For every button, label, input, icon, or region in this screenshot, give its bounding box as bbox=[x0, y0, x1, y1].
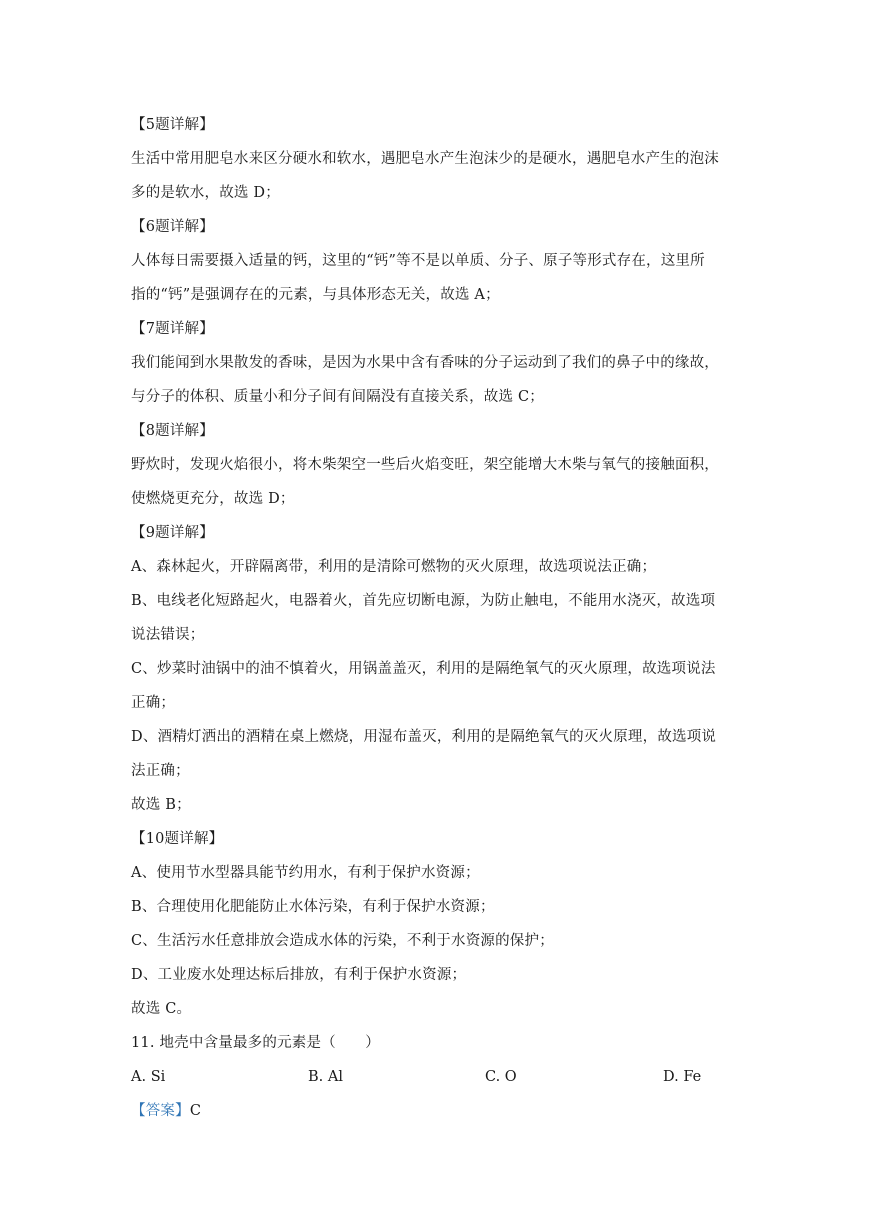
text-line: 使燃烧更充分，故选 D； bbox=[131, 491, 295, 507]
answer-line bbox=[131, 1094, 741, 1128]
text-line: C、生活污水任意排放会造成水体的污染，不利于水资源的保护； bbox=[131, 933, 554, 949]
answer-tag: 【答案】 bbox=[131, 1103, 190, 1119]
text-line: 多的是软水，故选 D； bbox=[131, 185, 280, 201]
section-heading: 【7题详解】 bbox=[131, 321, 214, 337]
text-line: 故选 B； bbox=[131, 797, 191, 813]
text-line: 生活中常用肥皂水来区分硬水和软水，遇肥皂水产生泡沫少的是硬水，遇肥皂水产生的泡沫 bbox=[131, 151, 719, 167]
text-line: 野炊时，发现火焰很小，将木柴架空一些后火焰变旺，架空能增大木柴与氧气的接触面积， bbox=[131, 457, 719, 473]
text-line: 故选 C。 bbox=[131, 1001, 192, 1017]
text-line: 与分子的体积、质量小和分子间有间隔没有直接关系，故选 C； bbox=[131, 389, 545, 405]
question-text: 11. 地壳中含量最多的元素是（ ） bbox=[131, 1035, 380, 1051]
text-line: 说法错误； bbox=[131, 627, 205, 643]
text-line: 法正确； bbox=[131, 763, 190, 779]
answer-options bbox=[131, 1060, 741, 1094]
text-line: B、电线老化短路起火，电器着火，首先应切断电源，为防止触电，不能用水浇灭，故选项 bbox=[131, 593, 716, 609]
option-b: B. Al bbox=[308, 1069, 343, 1085]
section-heading: 【6题详解】 bbox=[131, 219, 214, 235]
text-line: B、合理使用化肥能防止水体污染，有利于保护水资源； bbox=[131, 899, 495, 915]
text-line: 我们能闻到水果散发的香味，是因为水果中含有香味的分子运动到了我们的鼻子中的缘故， bbox=[131, 355, 719, 371]
option-a: A. Si bbox=[131, 1069, 166, 1085]
section-heading: 【10题详解】 bbox=[131, 831, 224, 847]
answer-value: C bbox=[189, 1103, 202, 1119]
text-line: C、炒菜时油锅中的油不慎着火，用锅盖盖灭，利用的是隔绝氧气的灭火原理，故选项说法 bbox=[131, 661, 716, 677]
option-d: D. Fe bbox=[663, 1069, 702, 1085]
section-heading: 【9题详解】 bbox=[131, 525, 214, 541]
document-body bbox=[131, 108, 741, 1128]
text-line: 人体每日需要摄入适量的钙，这里的“钙”等不是以单质、分子、原子等形式存在，这里所 bbox=[131, 253, 705, 269]
text-line: 指的“钙”是强调存在的元素，与具体形态无关，故选 A； bbox=[131, 287, 500, 303]
text-line: 正确； bbox=[131, 695, 176, 711]
section-heading: 【8题详解】 bbox=[131, 423, 214, 439]
text-line: D、工业废水处理达标后排放，有利于保护水资源； bbox=[131, 967, 467, 983]
option-c: C. O bbox=[485, 1069, 517, 1085]
text-line: A、使用节水型器具能节约用水，有利于保护水资源； bbox=[131, 865, 480, 881]
text-line: A、森林起火，开辟隔离带，利用的是清除可燃物的灭火原理，故选项说法正确； bbox=[131, 559, 657, 575]
section-heading: 【5题详解】 bbox=[131, 117, 214, 133]
text-line: D、酒精灯洒出的酒精在桌上燃烧，用湿布盖灭，利用的是隔绝氧气的灭火原理，故选项说 bbox=[131, 729, 717, 745]
